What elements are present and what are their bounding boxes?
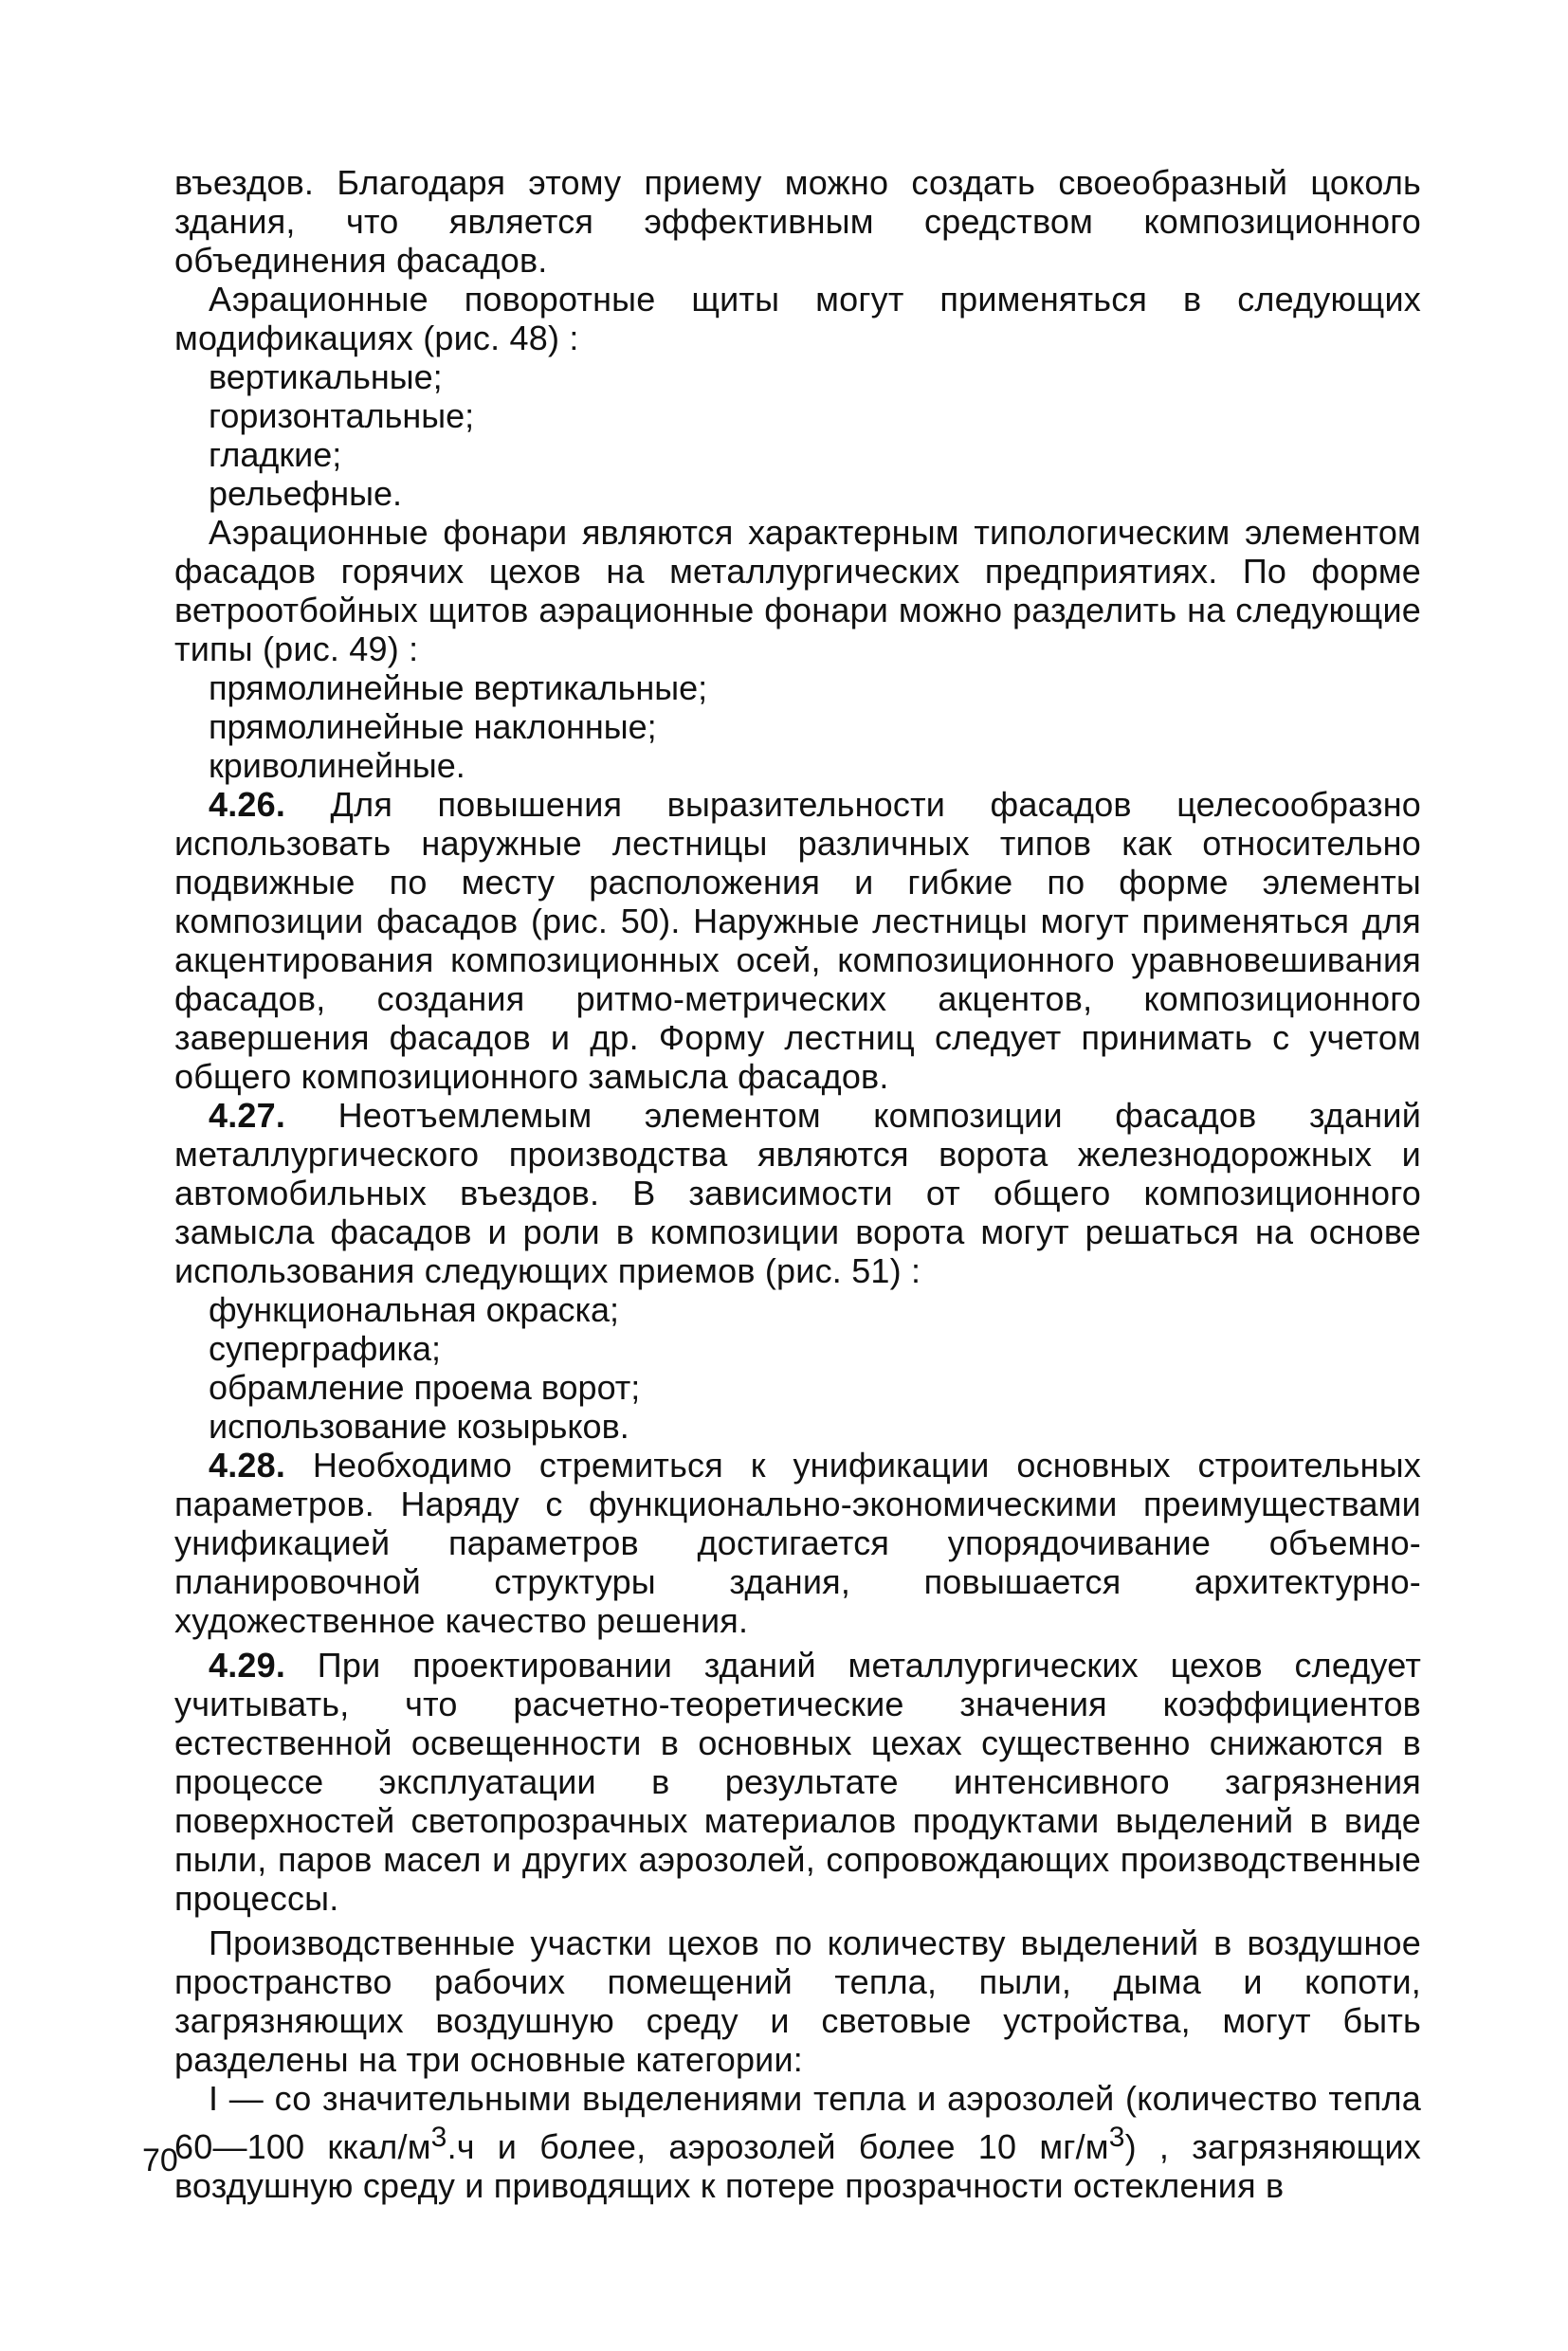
list-item: рельефные. bbox=[209, 474, 403, 513]
category-one-text-b: .ч и более, аэрозолей более 10 мг/м bbox=[447, 2127, 1109, 2166]
section-4-27 bbox=[174, 1096, 1421, 1290]
section-text: Необходимо стремиться к унификации основных строительных параметров. Наряду с функционально-экономическими преимуществами унификацией параметров достигается упорядочивание объемно-планировочной структуры здания, повышается архитектурно-художественное качество решения. bbox=[174, 1446, 1421, 1640]
section-text: Неотъемлемым элементом композиции фасадов зданий металлургического производства являются ворота железнодорожных и автомобильных въездов. В зависимости от общего композиционного замысла фасадов и роли в композиции ворота могут решаться на основе использования следующих приемов (рис. 51) : bbox=[174, 1096, 1422, 1290]
list-item: горизонтальные; bbox=[209, 396, 475, 435]
page-body bbox=[174, 163, 1421, 2205]
section-4-28 bbox=[174, 1446, 1421, 1640]
section-number: 4.26. bbox=[209, 785, 286, 824]
paragraph-aeration-lanterns: Аэрационные фонари являются характерным типологическим элементом фасадов горячих цехов на металлургических предприятиях. По форме ветроотбойных щитов аэрационные фонари можно разделить на следующие типы (рис. 49) : bbox=[174, 513, 1421, 668]
list-item: суперграфика; bbox=[209, 1329, 442, 1368]
superscript-cubic: 3 bbox=[1108, 2122, 1125, 2153]
list-lantern-types bbox=[174, 668, 1421, 785]
list-item: использование козырьков. bbox=[209, 1407, 629, 1446]
section-4-26 bbox=[174, 785, 1421, 1096]
section-4-29 bbox=[174, 1646, 1421, 1918]
list-gate-techniques bbox=[174, 1290, 1421, 1446]
category-one-text-a: I — со значительными выделениями тепла и аэрозолей (количество тепла 60—100 ккал/м bbox=[174, 2079, 1421, 2166]
list-item: прямолинейные наклонные; bbox=[209, 707, 657, 746]
paragraph-category-one bbox=[174, 2079, 1421, 2205]
paragraph-categories: Производственные участки цехов по количеству выделений в воздушное пространство рабочих помещений тепла, пыли, дыма и копоти, загрязняющих воздушную среду и световые устройства, могут быть разделены на три основные категории: bbox=[174, 1923, 1421, 2079]
list-item: обрамление проема ворот; bbox=[209, 1368, 641, 1407]
list-item: функциональная окраска; bbox=[209, 1290, 620, 1329]
list-item: гладкие; bbox=[209, 435, 342, 474]
section-number: 4.27. bbox=[209, 1096, 286, 1135]
list-shield-modifications bbox=[174, 357, 1421, 513]
section-text: Для повышения выразительности фасадов целесообразно использовать наружные лестницы различных типов как относительно подвижные по месту расположения и гибкие по форме элементы композиции фасадов (рис. 50). Наружные лестницы могут применяться для акцентирования композиционных осей, композиционного уравновешивания фасадов, создания ритмо-метрических акцентов, композиционного завершения фасадов и др. Форму лестниц следует принимать с учетом общего композиционного замысла фасадов. bbox=[174, 785, 1421, 1096]
superscript-cubic: 3 bbox=[430, 2122, 447, 2153]
paragraph-intro: въездов. Благодаря этому приему можно создать своеобразный цоколь здания, что является эффективным средством композиционного объединения фасадов. bbox=[174, 163, 1421, 280]
section-number: 4.29. bbox=[209, 1646, 286, 1685]
category-one-text-c: ) , загрязняющих воздушную среду и приводящих к потере прозрачности остекления в bbox=[174, 2127, 1421, 2205]
list-item: криволинейные. bbox=[209, 746, 465, 785]
section-text: При проектировании зданий металлургических цехов следует учитывать, что расчетно-теоретические значения коэффициентов естественной освещенности в основных цехах существенно снижаются в процессе эксплуатации в результате интенсивного загрязнения поверхностей светопрозрачных материалов продуктами выделений в виде пыли, паров масел и других аэрозолей, сопровождающих производственные процессы. bbox=[174, 1646, 1422, 1918]
list-item: прямолинейные вертикальные; bbox=[209, 668, 708, 707]
paragraph-aeration-shields: Аэрационные поворотные щиты могут применяться в следующих модификациях (рис. 48) : bbox=[174, 280, 1421, 357]
section-number: 4.28. bbox=[209, 1446, 286, 1485]
page-number: 70 bbox=[142, 2142, 178, 2178]
list-item: вертикальные; bbox=[209, 357, 443, 396]
